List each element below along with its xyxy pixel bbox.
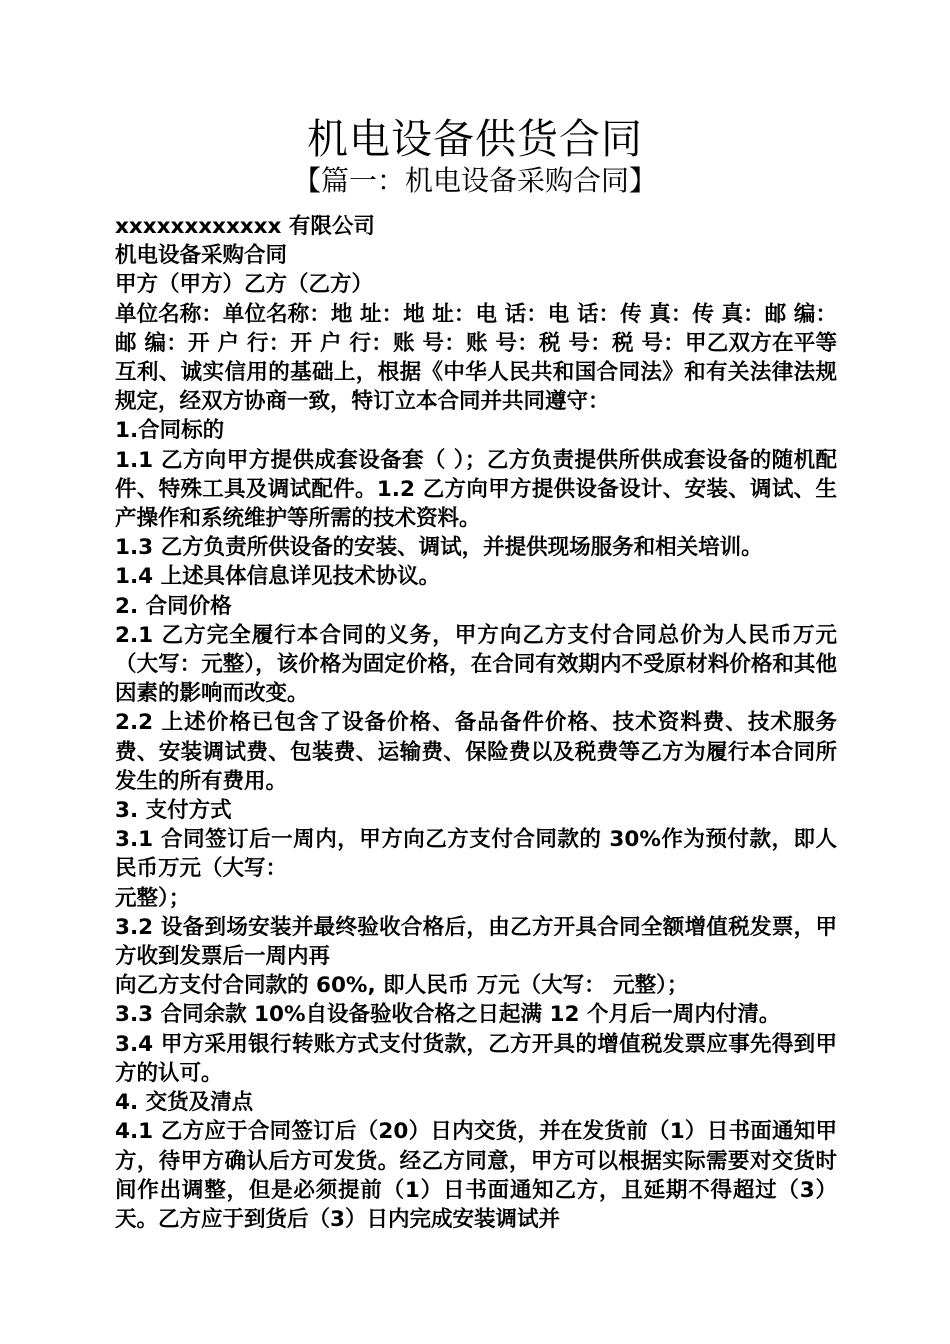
party-info-paragraph: 单位名称：单位名称：地 址：地 址：电 话：电 话：传 真：传 真：邮 编：邮 编：开 户 行：开 户 行：账 号：账 号：税 号：税 号：甲乙双方在平等互利、诚实信用的基础上，根据《中华人民共和国合同法》和有关法律法规规定，经双方协商一致，特订立本合同并共同遵守： bbox=[115, 301, 837, 415]
section-heading: 2. 合同价格 bbox=[115, 593, 232, 619]
clause-paragraph: 3.1 合同签订后一周内，甲方向乙方支付合同款的 30%作为预付款，即人民币万元（大写： bbox=[115, 827, 837, 882]
clause-paragraph: 3.3 合同余款 10%自设备验收合格之日起满 12 个月后一周内付清。 bbox=[115, 1002, 781, 1028]
clause-paragraph: 2.2 上述价格已包含了设备价格、备品备件价格、技术资料费、技术服务费、安装调试费、包装费、运输费、保险费以及税费等乙方为履行本合同所发生的所有费用。 bbox=[115, 710, 837, 794]
clause-paragraph: 3.4 甲方采用银行转账方式支付货款，乙方开具的增值税发票应事先得到甲方的认可。 bbox=[115, 1031, 837, 1086]
document-subtitle: 【篇一：机电设备采购合同】 bbox=[292, 164, 657, 197]
clause-paragraph: 元整）； bbox=[115, 885, 191, 911]
section-heading: 4. 交货及清点 bbox=[115, 1090, 254, 1116]
clause-paragraph: 2.1 乙方完全履行本合同的义务，甲方向乙方支付合同总价为人民币万元（大写：元整），该价格为固定价格，在合同有效期内不受原材料价格和其他因素的影响而改变。 bbox=[115, 622, 837, 707]
clause-paragraph: 3.2 设备到场安装并最终验收合格后，由乙方开具合同全额增值税发票，甲方收到发票后一周内再 bbox=[115, 914, 837, 970]
parties-line: 甲方（甲方）乙方（乙方） bbox=[115, 272, 374, 298]
clause-paragraph: 1.3 乙方负责所供设备的安装、调试，并提供现场服务和相关培训。 bbox=[115, 535, 763, 561]
clause-paragraph: 向乙方支付合同款的 60%, 即人民币 万元（大写： 元整）； bbox=[115, 973, 689, 999]
document-body bbox=[115, 212, 837, 1234]
clause-paragraph: 4.1 乙方应于合同签订后（20）日内交货，并在发货前（1）日书面通知甲方，待甲方确认后方可发货。经乙方同意，甲方可以根据实际需要对交货时间作出调整，但是必须提前（1）日书面通知乙方，且延期不得超过（3）天。乙方应于到货后（3）日内完成安装调试并 bbox=[115, 1119, 837, 1232]
section-heading: 1.合同标的 bbox=[115, 418, 225, 444]
section-heading: 3. 支付方式 bbox=[115, 798, 232, 824]
company-name: xxxxxxxxxxxx 有限公司 bbox=[115, 214, 375, 239]
clause-paragraph: 1.1 乙方向甲方提供成套设备套（ ）；乙方负责提供所供成套设备的随机配件、特殊工具及调试配件。1.2 乙方向甲方提供设备设计、安装、调试、生产操作和系统维护等所需的技术资料。 bbox=[115, 447, 837, 532]
contract-heading: 机电设备采购合同 bbox=[115, 243, 288, 269]
clause-paragraph: 1.4 上述具体信息详见技术协议。 bbox=[115, 564, 441, 590]
document-title: 机电设备供货合同 bbox=[307, 115, 643, 163]
